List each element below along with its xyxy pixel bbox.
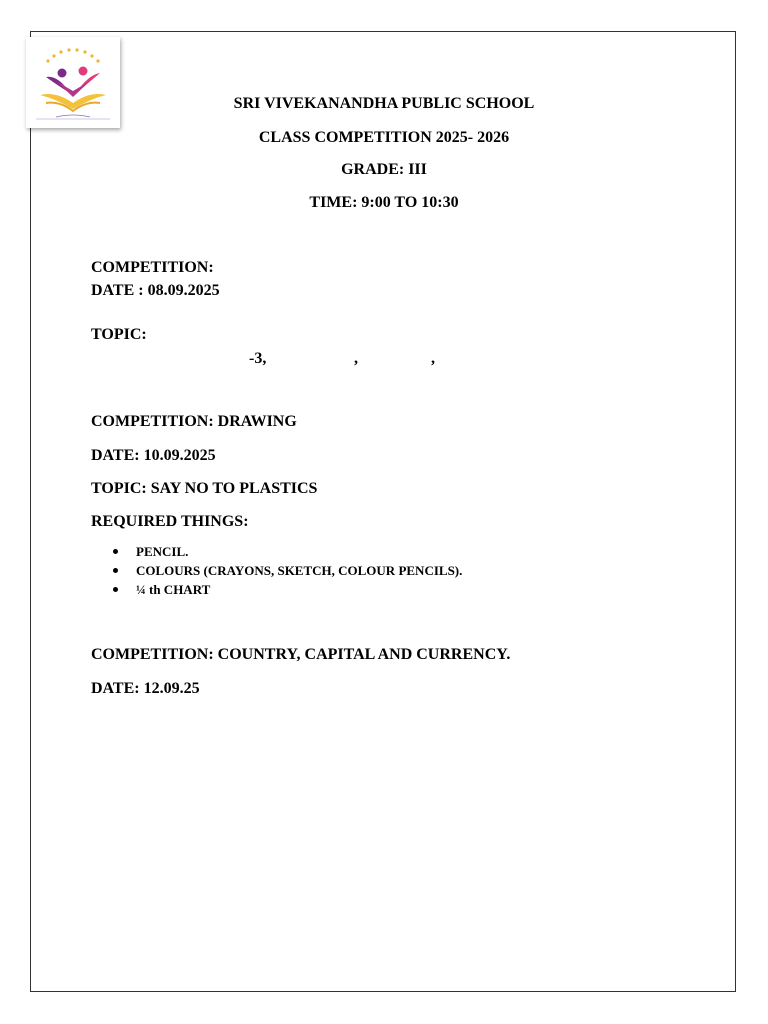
required-things-label: REQUIRED THINGS: [91, 513, 249, 530]
school-logo-icon [26, 37, 120, 128]
topic-fragment-1: -3, [249, 350, 267, 367]
list-item: ¼ th CHART [110, 583, 462, 602]
competition2-topic: TOPIC: SAY NO TO PLASTICS [91, 480, 318, 497]
competition1-date: DATE : 08.09.2025 [91, 282, 220, 299]
competition3-label: COMPETITION: COUNTRY, CAPITAL AND CURRENCY. [91, 646, 511, 663]
grade: GRADE: III [341, 161, 427, 178]
topic-fragment-3: , [431, 350, 435, 367]
competition1-topic: TOPIC: [91, 326, 147, 343]
school-name: SRI VIVEKANANDHA PUBLIC SCHOOL [233, 95, 535, 112]
school-logo [26, 37, 120, 128]
competition3-date: DATE: 12.09.25 [91, 680, 200, 697]
competition1-label: COMPETITION: [91, 259, 214, 276]
list-item: COLOURS (CRAYONS, SKETCH, COLOUR PENCILS). [110, 564, 462, 583]
time: TIME: 9:00 TO 10:30 [309, 194, 459, 211]
competition2-label: COMPETITION: DRAWING [91, 413, 297, 430]
list-item: PENCIL. [110, 545, 462, 564]
page-title: CLASS COMPETITION 2025- 2026 [258, 129, 510, 146]
competition2-date: DATE: 10.09.2025 [91, 447, 216, 464]
topic-fragment-2: , [354, 350, 358, 367]
required-things-list [110, 545, 462, 602]
